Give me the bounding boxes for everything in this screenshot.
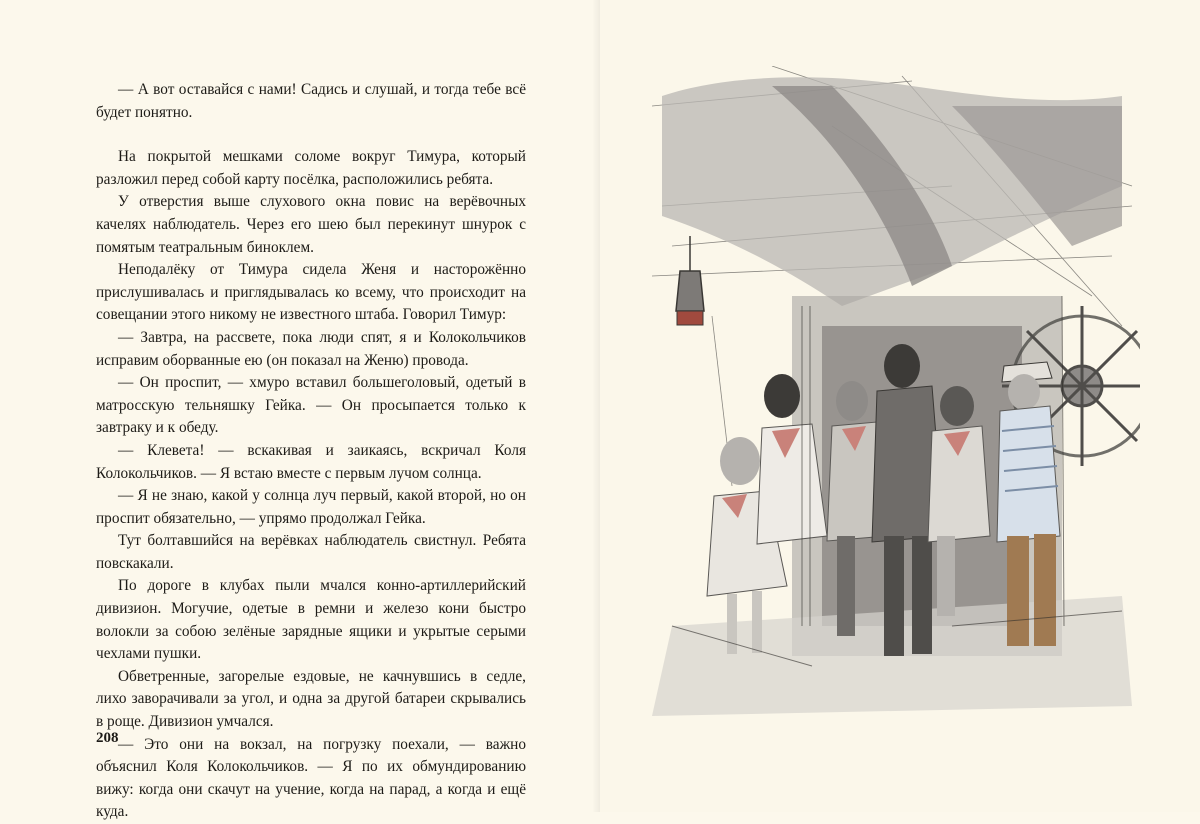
body-text (96, 79, 526, 824)
paragraph: — Это они на вокзал, на погрузку поехали, — важно объяснил Коля Колокольчиков. — Я по их обмундированию вижу: когда они скачут на учение, когда на парад, а когда и ещё куда. (96, 735, 526, 821)
paragraph: — Он проспит, — хмуро вставил большеголовый, одетый в матросскую тельняшку Гейка. — Он просыпается только к завтраку и к обеду. (96, 374, 526, 437)
paragraph: — А вот оставайся с нами! Садись и слушай, и тогда тебе всё будет понятно. (96, 81, 526, 121)
paragraph: — Завтра, на рассвете, пока люди спят, я и Колокольчиков исправим оборванные ею (он показал на Женю) провода. (96, 328, 526, 369)
illustration (652, 66, 1140, 716)
paragraph: У отверстия выше слухового окна повис на верёвочных качелях наблюдатель. Через его шею был перекинут шнурок с помятым театральным биноклем. (96, 193, 526, 256)
paragraph: Неподалёку от Тимура сидела Женя и насторожённо прислушивалась и приглядывалась ко всему, что происходит на совещании этого никому не известного штаба. Говорил Тимур: (96, 261, 526, 324)
paragraph: По дороге в клубах пыли мчался конно-артиллерийский дивизион. Могучие, одетые в ремни и железо кони быстро волокли за собою зелёные зарядные ящики и укрытые серыми чехлами пушки. (96, 577, 526, 663)
paragraph: — Я не знаю, какой у солнца луч первый, какой второй, но он проспит обязательно, — упрямо продолжал Гейка. (96, 487, 526, 527)
paragraph: Обветренные, загорелые ездовые, не качнувшись в седле, лихо заворачивали за угол, и одна за другой батареи скрывались в роще. Дивизион умчался. (96, 667, 526, 731)
paragraph: Тут болтавшийся на верёвках наблюдатель свистнул. Ребята повскакали. (96, 532, 526, 572)
paragraph: На покрытой мешками соломе вокруг Тимура, который разложил перед собой карту посёлка, расположились ребята. (96, 148, 526, 188)
paragraph: — Клевета! — вскакивая и заикаясь, вскричал Коля Колокольчиков. — Я встаю вместе с первым лучом солнца. (96, 441, 526, 482)
left-page (0, 0, 600, 821)
hanging-lantern (676, 236, 704, 325)
attic-headquarters-illustration (652, 66, 1140, 716)
page-number: 208 (96, 730, 119, 746)
